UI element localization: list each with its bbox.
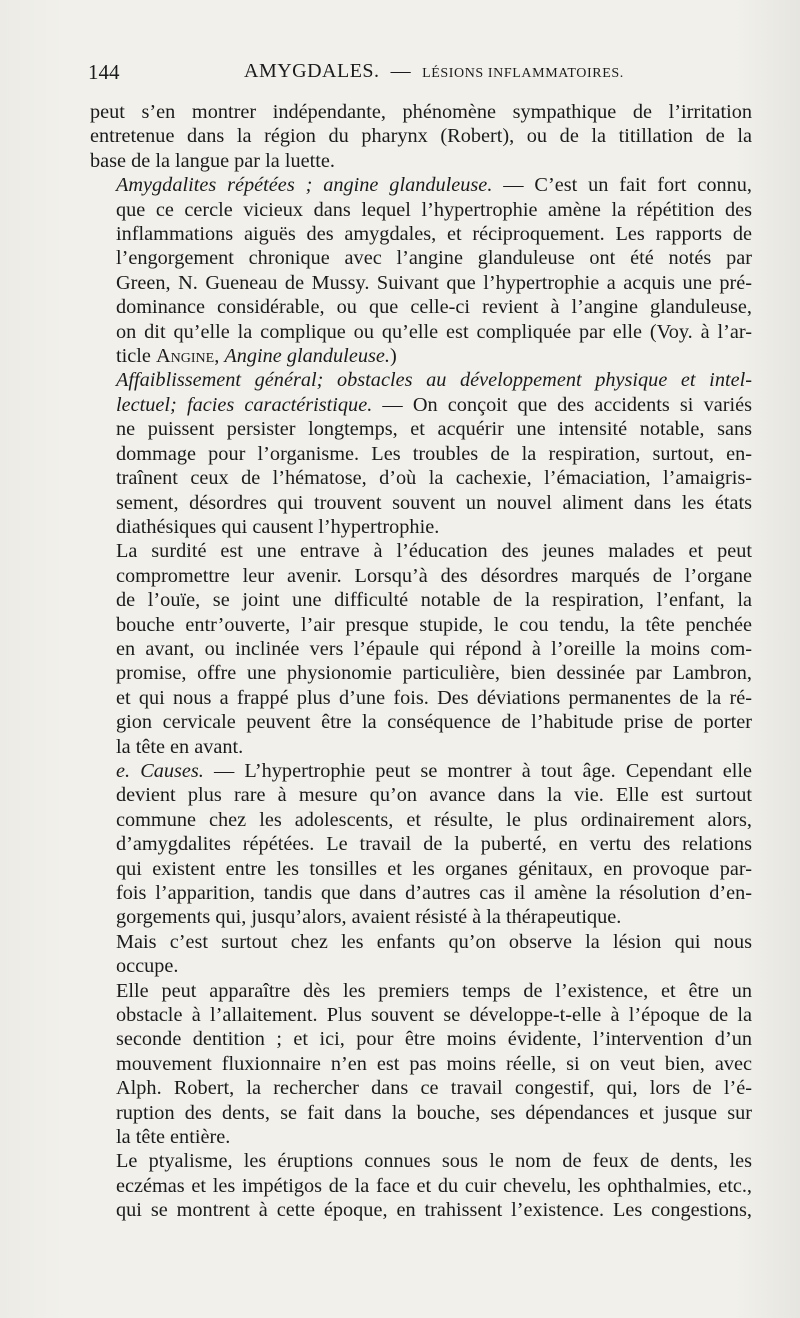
paragraph-lead: Amygdalites répétées ; angine glanduleuse. — [116, 174, 493, 197]
text-line: et qui nous a frappé plus d’une fois. Des déviations permanentes de la ré- — [116, 686, 752, 709]
text-line: traînent ceux de l’hématose, d’où la cachexie, l’émaciation, l’amaigris- — [116, 467, 752, 490]
text-line: ticle Angine, Angine glanduleuse.) — [116, 345, 397, 368]
text-line — [90, 368, 752, 392]
text-line: mouvement fluxionnaire n’en est pas moins réelle, si on veut bien, avec — [116, 1052, 752, 1075]
text-line: promise, offre une physionomie particulière, bien dessinée par Lambron, — [116, 662, 752, 685]
text-line: base de la langue par la luette. — [90, 149, 335, 172]
text-line: entretenue dans la région du pharynx (Robert), ou de la titillation de la — [90, 125, 752, 148]
text-line: obstacle à l’allaitement. Plus souvent se développe-t-elle à l’époque de la — [116, 1004, 752, 1027]
paragraph-lead: Affaiblissement général; obstacles au développement physique et intel- — [116, 369, 752, 392]
body-text — [90, 100, 752, 1223]
paragraph-6 — [90, 930, 752, 979]
text-line: l’engorgement chronique avec l’angine glanduleuse ont été notés par — [116, 247, 752, 270]
text-line: peut s’en montrer indépendante, phénomène sympathique de l’irritation — [90, 101, 752, 123]
text-line: fois l’apparition, tandis que dans d’autres cas il amène la résolution d’en- — [116, 882, 752, 904]
page-number: 144 — [88, 60, 120, 84]
text-line: compromettre leur avenir. Lorsqu’à des désordres marqués de l’organe — [116, 564, 752, 587]
text-line: sement, désordres qui trouvent souvent un nouvel aliment dans les états — [116, 491, 752, 514]
header-separator: — — [390, 60, 412, 82]
text-line: diathésiques qui causent l’hypertrophie. — [116, 515, 440, 538]
text-line: ruption des dents, se fait dans la bouche, ses dépendances et jusque sur — [116, 1101, 752, 1124]
text-line: d’amygdalites répétées. Le travail de la puberté, en vertu des relations — [116, 833, 752, 856]
text-line: seconde dentition ; et ici, pour être moins évidente, l’intervention d’un — [116, 1028, 752, 1051]
running-title — [244, 60, 624, 83]
text-line: eczémas et les impétigos de la face et du cuir chevelu, les ophthalmies, etc., — [116, 1174, 752, 1197]
text-line: qui existent entre les tonsilles et les organes génitaux, en provoque par- — [116, 857, 752, 880]
text-line: Green, N. Gueneau de Mussy. Suivant que l’hypertrophie a acquis une pré- — [116, 271, 752, 294]
text-line: on dit qu’elle la complique ou qu’elle est compliquée par elle (Voy. à l’ar- — [116, 320, 752, 343]
text-line: commune chez les adolescents, et résulte, le plus ordinairement alors, — [116, 808, 752, 831]
text-line: la tête en avant. — [116, 735, 244, 758]
paragraph-8 — [90, 1149, 752, 1222]
paragraph-2 — [90, 173, 752, 368]
text-line: la tête entière. — [116, 1126, 231, 1149]
text-line: que ce cercle vicieux dans lequel l’hypertrophie amène la répétition des — [116, 198, 752, 221]
text-line: Elle peut apparaître dès les premiers temps de l’existence, et être un — [116, 979, 752, 1002]
text-line: gion cervicale peuvent être la conséquence de l’habitude prise de porter — [116, 711, 752, 734]
paragraph-lead: e. Causes. — [116, 759, 204, 782]
text-line: occupe. — [116, 955, 179, 978]
text-line: qui se montrent à cette époque, en trahissent l’existence. Les congestions, — [116, 1199, 752, 1222]
paragraph-5 — [90, 759, 752, 930]
header-subtitle: LÉSIONS INFLAMMATOIRES. — [422, 66, 624, 81]
text-line: de l’ouïe, se joint une difficulté notable de la respiration, l’enfant, la — [116, 589, 752, 612]
text-line: La surdité est une entrave à l’éducation des jeunes malades et peut — [116, 540, 752, 563]
text-line: Le ptyalisme, les éruptions connues sous le nom de feux de dents, les — [116, 1150, 752, 1173]
text-line: Alph. Robert, la rechercher dans ce travail congestif, qui, lors de l’é- — [116, 1077, 752, 1100]
text-line: devient plus rare à mesure qu’on avance dans la vie. Elle est surtout — [116, 784, 752, 807]
text-line: dommage pour l’organisme. Les troubles de la respiration, surtout, en- — [116, 442, 752, 465]
text-line: Amygdalites répétées ; angine glanduleuse. — C’est un fait fort connu, — [116, 174, 752, 197]
text-line: en avant, ou inclinée vers l’épaule qui répond à l’oreille la moins com- — [116, 637, 752, 660]
text-line: lectuel; facies caractéristique. — On conçoit que des accidents si variés — [116, 393, 752, 416]
running-header — [88, 60, 752, 94]
text-line: e. Causes. — L’hypertrophie peut se montrer à tout âge. Cependant elle — [116, 759, 752, 782]
header-title: AMYGDALES. — [244, 60, 380, 82]
text-line: Mais c’est surtout chez les enfants qu’on observe la lésion qui nous — [116, 930, 752, 953]
text-line: ne puissent persister longtemps, et acquérir une intensité notable, sans — [116, 418, 752, 441]
smallcaps-reference: Angine — [155, 345, 215, 368]
paragraph-4 — [90, 539, 752, 759]
paragraph-3 — [90, 368, 752, 539]
text-line: bouche entr’ouverte, l’air presque stupide, le cou tendu, la tête penchée — [116, 613, 752, 636]
text-line: gorgements qui, jusqu’alors, avaient résisté à la thérapeutique. — [116, 906, 622, 929]
text-line: dominance considérable, ou que celle-ci revient à l’angine glanduleuse, — [116, 296, 752, 319]
text-line: inflammations aiguës des amygdales, et réciproquement. Les rapports de — [116, 223, 752, 246]
paragraph-1 — [90, 100, 752, 173]
paragraph-7 — [90, 979, 752, 1150]
